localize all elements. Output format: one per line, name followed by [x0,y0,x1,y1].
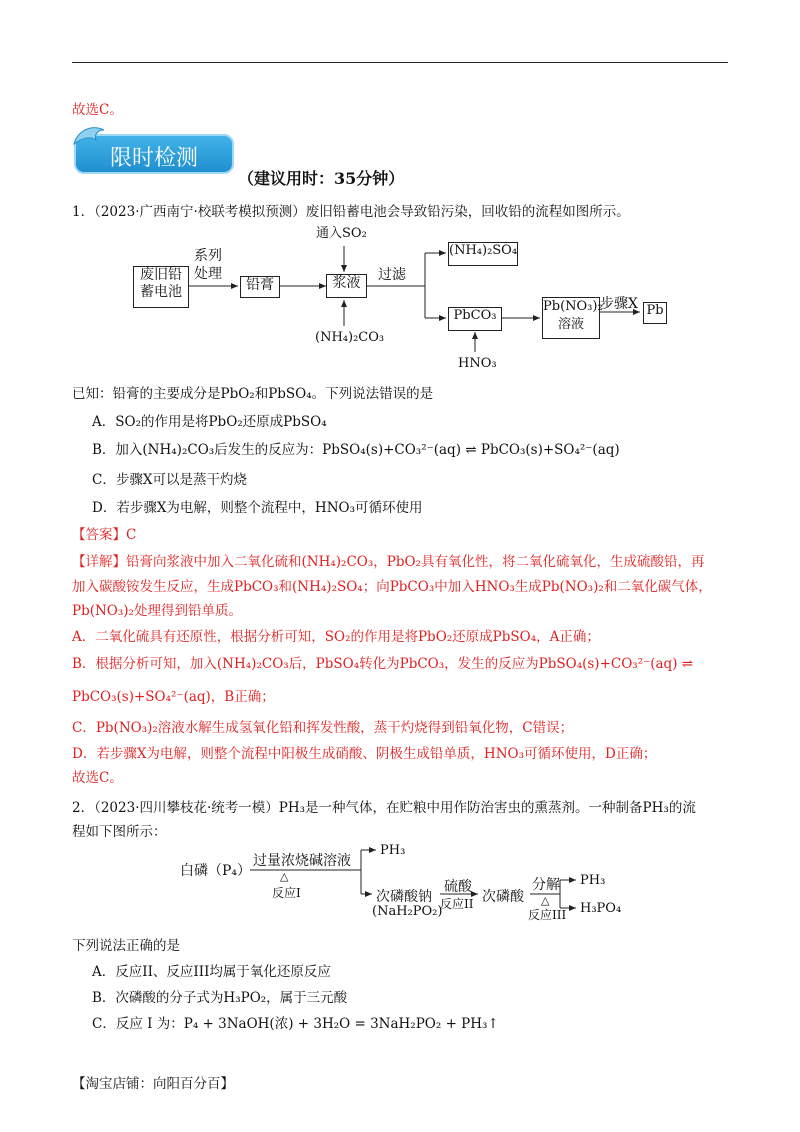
q1-known: 已知：铅膏的主要成分是PbO₂和PbSO₄。下列说法错误的是 [72,386,434,402]
flow2-heat2: △ [541,894,550,907]
flow-pbco3: PbCO₃ [448,307,502,331]
flow2-reaction1: 反应I [272,886,301,900]
flow-stepx: 步骤X [600,296,638,312]
q2-option-c: C．反应 I 为：P₄ + 3NaOH(浓) + 3H₂O = 3NaH₂PO₂ + PH₃↑ [92,1016,499,1032]
flow2-decompose: 分解 [532,877,560,893]
flow2-reaction2: 反应II [440,897,474,911]
q1-stem: 1．（2023·广西南宁·校联考模拟预测）废旧铅蓄电池会导致铅污染，回收铅的流程如图所示。 [72,204,630,220]
flow2-salt-formula: (NaH₂PO₂) [372,904,443,919]
q1-detail-line: C．Pb(NO₃)₂溶液水解生成氢氧化铅和挥发性酸，蒸干灼烧得到铅氧化物，C错误； [72,720,574,736]
time-note: （建议用时：35分钟） [238,169,405,188]
flow-paste: 铅膏 [240,276,280,298]
q1-detail-line: 故选C。 [72,770,123,786]
flow-so2-in: 通入SO₂ [316,226,367,241]
flow2-start: 白磷（P₄） [180,863,252,879]
q2-prompt: 下列说法正确的是 [72,938,180,954]
q1-detail-line: A．二氧化硫具有还原性，根据分析可知，SO₂的作用是将PbO₂还原成PbSO₄，A正确； [72,629,600,645]
flow2-reaction3: 反应III [528,908,567,922]
flow-ammonium-sulfate: (NH₄)₂SO₄ [448,242,518,266]
flow-battery: 废旧铅蓄电池 [133,266,189,308]
q1-detail-line: PbCO₃(s)+SO₄²⁻(aq)，B正确； [72,689,275,705]
flow-pb: Pb [643,302,667,324]
flow-carbonate-in: (NH₄)₂CO₃ [315,330,385,345]
q1-option-b: B．加入(NH₄)₂CO₃后发生的反应为：PbSO₄(s)+CO₃²⁻(aq) ⇌ PbCO₃(s)+SO₄²⁻(aq) [92,442,620,458]
q2-stem-cont: 程如下图所示： [72,824,167,840]
flow2-ph3-b: PH₃ [580,873,606,888]
q1-detail-line: B．根据分析可知，加入(NH₄)₂CO₃后，PbSO₄转化为PbCO₃，发生的反应为PbSO₄(s)+CO₃²⁻(aq) ⇌ [72,656,694,672]
flow2-h3po4: H₃PO₄ [580,901,622,916]
q2-option-a: A．反应II、反应III均属于氧化还原反应 [92,964,331,980]
q1-option-d: D．若步骤X为电解，则整个流程中，HNO₃可循环使用 [92,500,423,516]
flow-hno3: HNO₃ [458,356,497,371]
flow2-acid-reagent: 硫酸 [444,879,472,895]
flow-filter: 过滤 [378,267,406,283]
flow-slurry: 浆液 [326,274,367,298]
flow2-ph3-a: PH₃ [380,843,406,858]
q1-flow-arrows [0,0,800,400]
footer-shop: 【淘宝店铺：向阳百分百】 [72,1076,234,1092]
q2-stem: 2．（2023·四川攀枝花·统考一模）PH₃是一种气体，在贮粮中用作防治害虫的熏蒸剂。一种制备PH₃的流 [72,800,696,816]
q1-detail-line: Pb(NO₃)₂处理得到铅单质。 [72,603,242,619]
q1-detail-line: 【详解】铅膏向浆液中加入二氧化硫和(NH₄)₂CO₃，PbO₂具有氧化性，将二氧化硫氧化，生成硫酸铅，再 [72,554,705,570]
q1-detail-line: D．若步骤X为电解，则整个流程中阳极生成硝酸、阴极生成铅单质，HNO₃可循环使用，D正确； [72,746,657,762]
prev-answer: 故选C。 [72,102,123,118]
flow2-acid: 次磷酸 [482,889,524,905]
q1-detail-line: 加入碳酸铵发生反应，生成PbCO₃和(NH₄)₂SO₄；向PbCO₃中加入HNO₃生成Pb(NO₃)₂和二氧化碳气体， [72,579,712,595]
flow-pbno3: Pb(NO₃)₂溶液 [542,297,600,339]
flow2-heat: △ [280,870,289,883]
q2-option-b: B．次磷酸的分子式为H₃PO₂，属于三元酸 [92,990,348,1006]
banner-title: 限时检测 [110,146,199,171]
flow2-salt: 次磷酸钠 [376,889,432,905]
q1-option-a: A．SO₂的作用是将PbO₂还原成PbSO₄ [92,414,327,430]
flow-step1: 系列处理 [194,248,222,282]
flow2-reagent: 过量浓烧碱溶液 [253,853,351,869]
q1-answer: 【答案】C [72,527,137,543]
q1-option-c: C．步骤X可以是蒸干灼烧 [92,472,247,488]
